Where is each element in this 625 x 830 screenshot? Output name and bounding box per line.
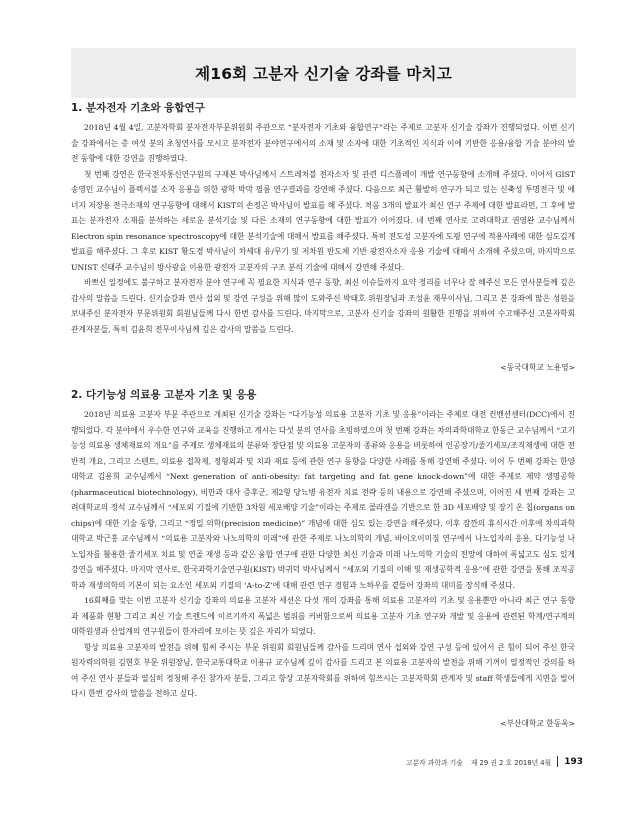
journal-name: 고분자 과학과 기술	[405, 758, 463, 767]
section-1-author: <동국대학교 노용영>	[500, 363, 575, 372]
footer-divider	[557, 756, 558, 767]
section-1-heading: 1. 분자전자 기초와 융합연구	[71, 102, 205, 114]
section-2-paragraph-2: 16회째를 맞는 이번 고분자 신기술 강좌의 의료용 고분자 세션은 다섯 개의 강좌를 통해 의료용 고분자의 기초 및 응용뿐만 아니라 최근 연구 동향과 제품화 현황 그리고 최신 기술 트렌드에 이르기까지 폭넓은 범위를 커버함으로써 의료용 고분자 기초 연구와 개발 및 응용에 관련된 학계/연구계의 대학원생과 산업계의 연구원들이 한자리에 모이는 뜻 깊은 자리가 되었다.	[71, 596, 575, 636]
section-1-paragraph-2: 첫 번째 강연은 한국전자통신연구원의 구재본 박사님께서 스트레처블 전자소자 및 관련 디스플레이 개발 연구동향에 소개해 주셨다. 이어서 GIST 송영민 교수님이 플렉서블 소자 응용을 위한 광학 박막 필름 연구결과를 강연해 주셨다. 다음으로 최근 활발히 연구가 되고 있는 신축성 투명전극 및 에너지 저장용 전극소재의 연구동향에 대해서 KIST의 손정곤 박사님이 발표를 해 주셨다. 처음 3개의 발표가 최신 연구 주제에 대한 발표라면, 그 후에 발표는 분자전자 소재를 분석하는 새로운 분석기술 및 다른 소재의 연구동향에 대한 발표가 이어졌다. 네 번째 연사로 고려대학교 권영완 교수님께서 Electron spin resonance spectroscopy에 대한 분석기술에 대해서 발표를 해주셨다. 특히 전도성 고분자에 도핑 연구에 적용사례에 대한 심도깊게 발표를 해주셨다. 그 후로 KIST 황도경 박사님이 차세대 유/무기 및 저차원 반도체 기반 광전자소자 응용 기술에 대해서 소개해 주셨으며, 마지막으로 UNIST 신태주 교수님이 방사광을 이용한 광전자 고분자의 구조 분석 기술에 대해서 강연해 주셨다.	[71, 169, 575, 272]
section-2-paragraph-1: 2018년 의료용 고분자 부문 주관으로 개최된 신기술 강좌는 “다기능성 의료용 고분자 기초 및 응용”이라는 주제로 대전 컨벤션센터(DCC)에서 진행되었다. 각 분야에서 우수한 연구와 교육을 진행하고 계시는 다섯 분의 연사를 초빙하였으며 첫 번째 강좌는 차의과학대학교 한동근 교수님께서 “고기능성 의료용 생체재료의 개요”를 주제로 생체재료의 분류와 장단점 및 의료용 고분자의 종류와 응용을 비롯하여 인공장기/줄기세포/조직재생에 대한 전반적 개요, 그리고 스텐트, 의료용 접착제, 정형외과 및 치과 재료 등에 관한 연구 동향을 다양한 사례를 통해 강연해 주셨다. 이어 두 번째 강좌는 한양대학교 김용희 교수님께서 “Next generation of anti-obesity: fat targeting and fat gene knock-down”에 대한 주제로 제약 생명공학(pharmaceutical biotechnology), 비만과 대사 증후군, 제2형 당뇨병 유전자 치료 전략 등의 내용으로 강연해 주셨으며, 이어진 세 번째 강좌는 고려대학교의 정석 교수님께서 “세포외 기질에 기반한 3차원 세포배양 기술”이라는 주제로 콜라겐을 기반으로 한 3D 세포배양 및 장기 온 칩(organs on chips)에 대한 기술 동향, 그리고 “정밀 의학(precision medicine)” 개념에 대한 심도 있는 강연을 해주셨다. 이후 잠깐의 휴식시간 이후에 차의과학대학교 박근홍 교수님께서 “의료용 고분자와 나노의학의 미래”에 관한 주제로 나노의학의 개념, 바이오이미징 연구에서 나노입자의 응용, 다기능성 나노입자를 활용한 줄기세포 치료 및 연골 재생 등과 같은 융합 연구에 관한 다양한 최신 기술과 미래 나노의학 기술의 전망에 대하여 폭넓고도 심도 있게 강연을 해주셨다. 마지막 연사로, 한국과학기술연구원(KIST) 박귀덕 박사님께서 “세포외 기질의 이해 및 재생공학적 응용”에 관한 강연을 통해 조직공학과 재생의학의 기본이 되는 요소인 세포외 기질의 ‘A-to-Z’에 대해 관련 연구 경험과 노하우를 곁들어 강좌의 대미를 장식해 주셨다.	[71, 410, 575, 590]
section-2-paragraph-3: 항상 의료용 고분자의 발전을 위해 힘써 주시는 부문 위원회 회원님들께 감사를 드리며 연사 섭외와 강연 구성 등에 있어서 큰 힘이 되어 주신 한국원자력의학원 김현호 부문 위원장님, 한국교통대학교 이용규 교수님께 깊이 감사를 드리고 본 의료용 고분자의 발전을 위해 기꺼이 열정적인 강의를 하여 주신 연사 분들과 열심히 경청해 주신 참가자 분들, 그리고 항상 고분자학회를 위하여 힘쓰시는 고분자학회 관계자 및 staff 학생들에게 지면을 빌어 다시 한번 감사의 말씀을 전하고 싶다.	[71, 642, 575, 698]
section-1-paragraph-1: 2018년 4월 4일, 고분자학회 분자전자부문위원회 주관으로 “분자전자 기초와 융합연구”라는 주제로 고분자 신기술 강좌가 진행되었다. 이번 신기술 강좌에서는 총 여섯 분의 초청연사를 모시고 분자전자 분야연구에서의 소재 및 소자에 대한 기초적인 지식과 이에 기반한 응용/융합 기술 분야의 발전 동향에 대한 강연을 진행하였다.	[71, 123, 575, 163]
title-banner	[71, 48, 576, 98]
issue-info: 제 29 권 2 호 2018년 4월	[470, 758, 552, 767]
section-2-body	[71, 407, 575, 702]
page-title: 제16회 고분자 신기술 강좌를 마치고	[195, 65, 452, 83]
section-1-body	[71, 120, 575, 337]
section-2-author: <부산대학교 한동욱>	[500, 719, 575, 728]
section-1-paragraph-3: 바쁘신 일정에도 불구하고 분자전자 분야 연구에 꼭 필요한 지식과 연구 동향, 최신 이슈들까지 요약 정리를 너무나 잘 해주신 모든 연사분들께 깊은 감사의 말씀을 드린다. 신기술강좌 연사 섭외 및 강연 구성을 위해 많이 도와주신 박태호 위원장님과 조성윤 재무이사님, 그리고 본 강좌에 많은 성원을 보내주신 분자전자 부문위원회 회원님들께 다시 한번 감사를 드린다. 마지막으로, 고분자 신기술 강좌의 원활한 진행을 위하여 수고해주신 고분자학회 관계자분들, 특히 김윤희 전무이사님께 깊은 감사의 말씀을 드린다.	[71, 278, 575, 334]
page-footer	[406, 756, 583, 767]
page-number: 193	[564, 756, 583, 767]
section-2-heading: 2. 다기능성 의료용 고분자 기초 및 응용	[71, 389, 257, 401]
